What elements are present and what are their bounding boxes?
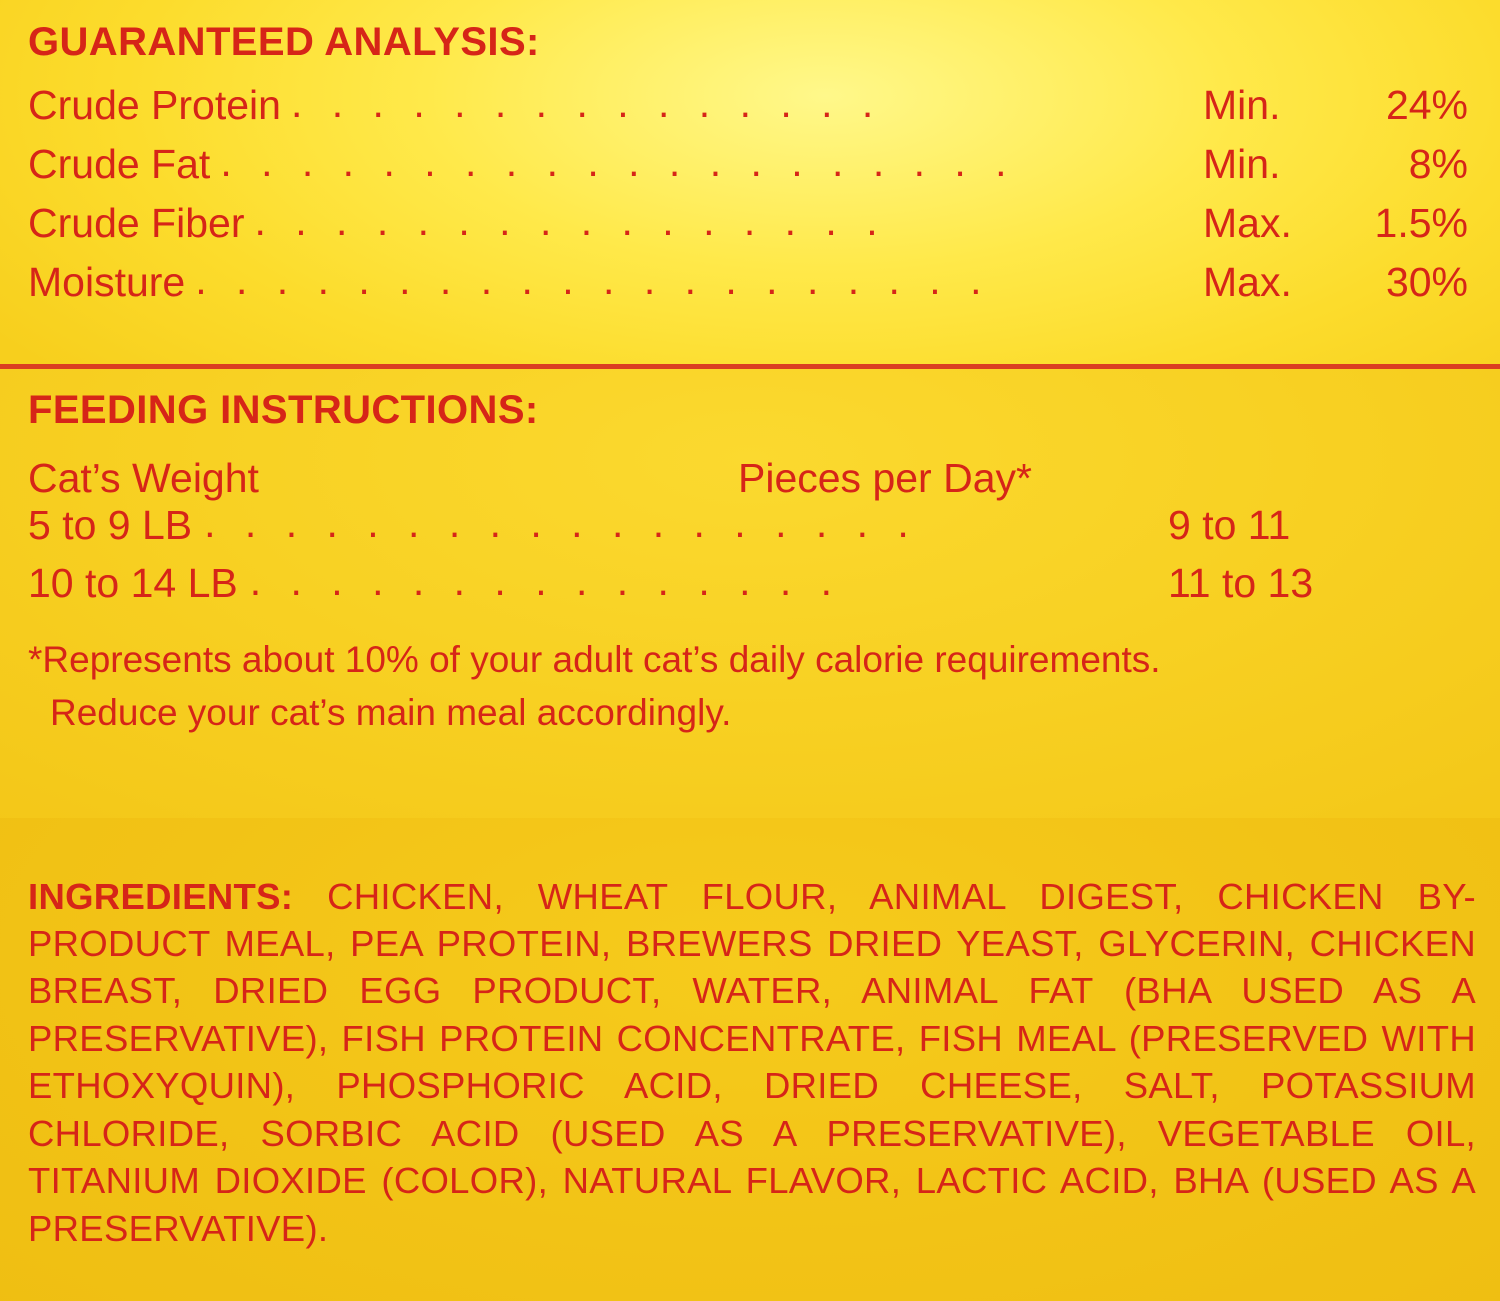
cat-weight-range: 10 to 14 LB — [28, 560, 238, 606]
guaranteed-analysis-title: GUARANTEED ANALYSIS: — [28, 20, 540, 64]
guaranteed-analysis-section — [28, 20, 1468, 315]
feeding-table-header — [28, 455, 1468, 502]
ingredients-section — [28, 836, 1476, 1289]
guaranteed-analysis-table — [28, 79, 1468, 315]
table-row — [28, 197, 1468, 256]
nutrient-name: Crude Protein — [28, 82, 281, 128]
leader-dots: . . . . . . . . . . . . . . . . . . . . — [220, 139, 1016, 185]
footnote-line-2: Reduce your cat’s main meal accordingly. — [50, 691, 732, 733]
nutrient-name: Crude Fiber — [28, 200, 245, 246]
nutrient-value: 1.5% — [1374, 200, 1468, 246]
nutrient-value: 30% — [1385, 259, 1468, 305]
cat-weight-range: 5 to 9 LB — [28, 502, 193, 548]
ingredients-label: INGREDIENTS: — [28, 875, 294, 917]
feeding-instructions-section — [28, 388, 1468, 739]
nutrient-name: Moisture — [28, 259, 186, 305]
nutrient-name: Crude Fat — [28, 141, 211, 187]
leader-dots: . . . . . . . . . . . . . . . — [249, 558, 842, 604]
leader-dots: . . . . . . . . . . . . . . . . . . — [204, 500, 918, 546]
table-row — [28, 560, 1468, 618]
pieces-per-day: 9 to 11 — [1168, 502, 1291, 548]
section-divider — [0, 364, 1500, 369]
nutrient-qualifier: Min. — [1203, 141, 1281, 187]
nutrient-qualifier: Max. — [1203, 200, 1292, 246]
ingredients-paragraph — [28, 873, 1476, 1253]
table-row — [28, 502, 1468, 560]
leader-dots: . . . . . . . . . . . . . . . — [290, 80, 883, 126]
nutrient-value: 24% — [1385, 82, 1468, 128]
pieces-per-day: 11 to 13 — [1168, 560, 1314, 606]
feeding-footnote — [28, 634, 1468, 739]
column-header-weight: Cat’s Weight — [28, 455, 259, 501]
ingredients-list: CHICKEN, WHEAT FLOUR, ANIMAL DIGEST, CHICKEN BY-PRODUCT MEAL, PEA PROTEIN, BREWERS DRIED YEAST, GLYCERIN, CHICKEN BREAST, DRIED EGG PRODUCT, WATER, ANIMAL FAT (BHA USED AS A PRESERVATIVE), FISH PROTEIN CONCENTRATE, FISH MEAL (PRESERVED WITH ETHOXYQUIN), PHOSPHORIC ACID, DRIED CHEESE, SALT, POTASSIUM CHLORIDE, SORBIC ACID (USED AS A PRESERVATIVE), VEGETABLE OIL, TITANIUM DIOXIDE (COLOR), NATURAL FLAVOR, LACTIC ACID, BHA (USED AS A PRESERVATIVE). — [28, 875, 1476, 1249]
table-row — [28, 79, 1468, 138]
nutrient-value: 8% — [1408, 141, 1468, 187]
table-row — [28, 138, 1468, 197]
table-row — [28, 256, 1468, 315]
column-header-pieces: Pieces per Day* — [738, 455, 1032, 501]
nutrient-qualifier: Min. — [1203, 82, 1281, 128]
nutrient-qualifier: Max. — [1203, 259, 1292, 305]
leader-dots: . . . . . . . . . . . . . . . . — [254, 198, 887, 244]
leader-dots: . . . . . . . . . . . . . . . . . . . . — [195, 257, 991, 303]
feeding-instructions-title: FEEDING INSTRUCTIONS: — [28, 388, 539, 432]
footnote-line-1: *Represents about 10% of your adult cat’s daily calorie requirements. — [28, 639, 1161, 680]
